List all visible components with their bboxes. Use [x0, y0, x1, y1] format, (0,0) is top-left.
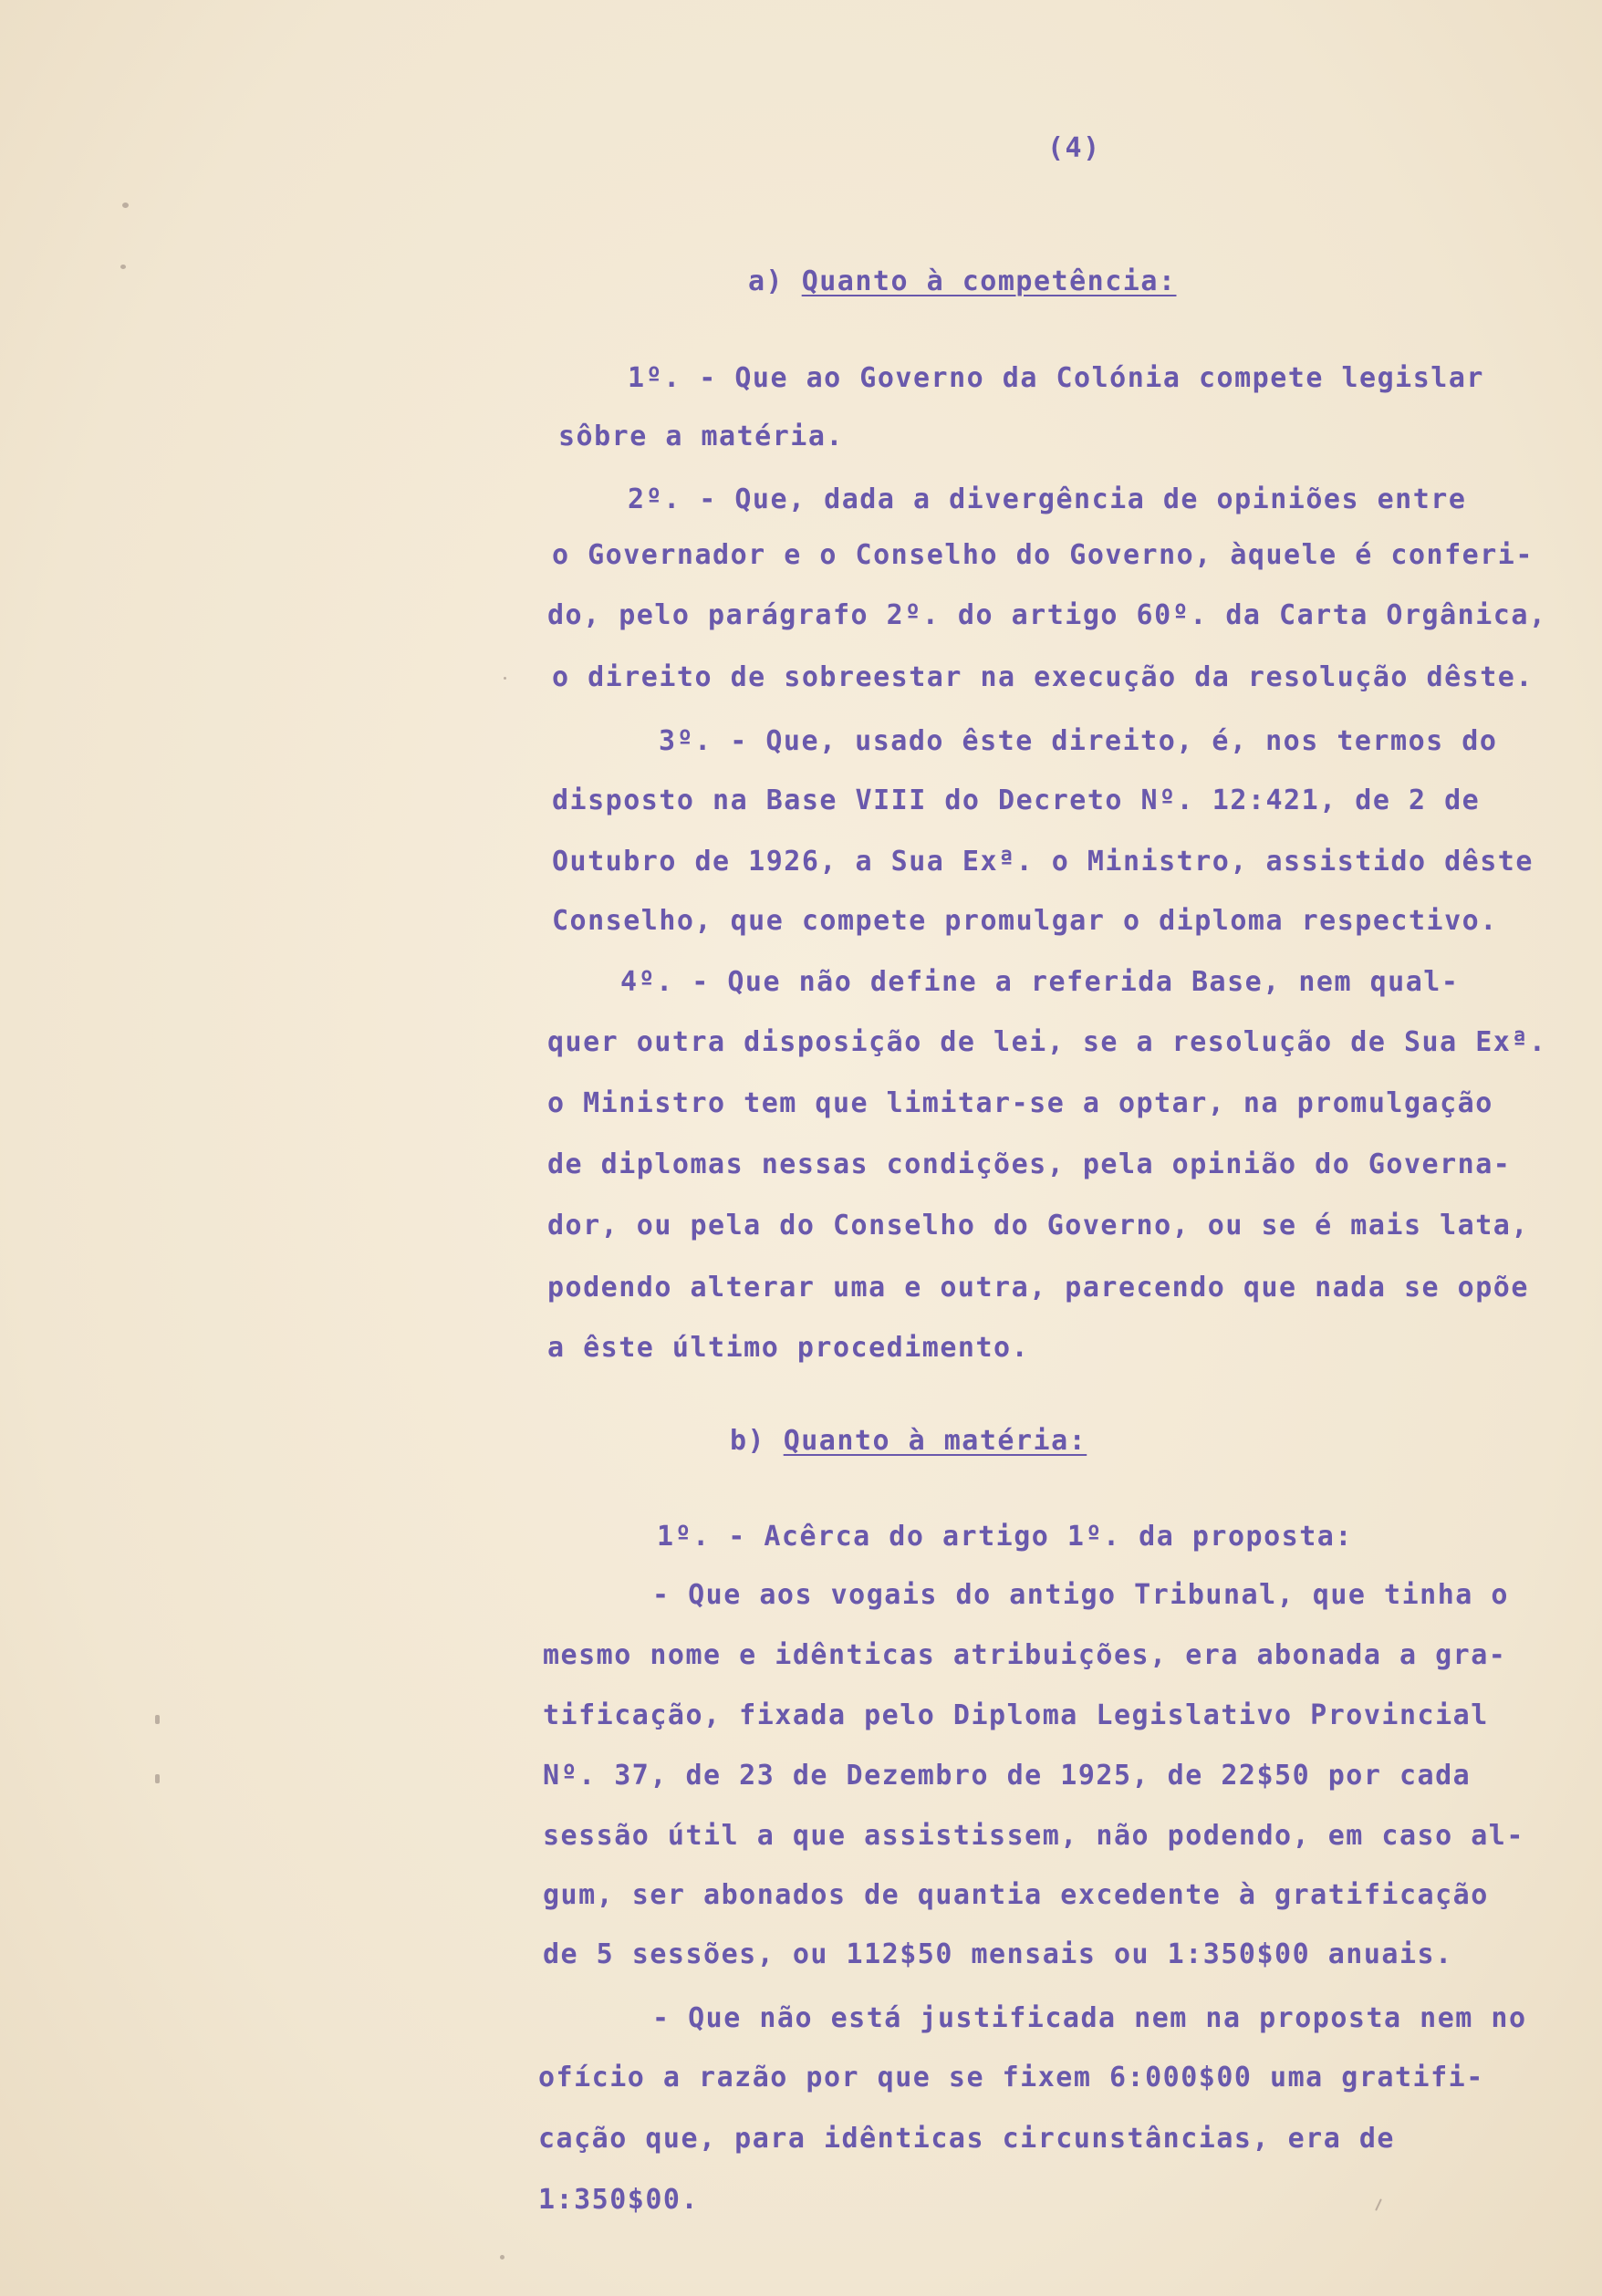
body-line: Nº. 37, de 23 de Dezembro de 1925, de 22$50 por cada [543, 1760, 1472, 1792]
body-line: 1:350$00. [538, 2184, 700, 2216]
paper-speck [1375, 2198, 1382, 2211]
paper-speck [500, 2255, 505, 2260]
body-line: - Que aos vogais do antigo Tribunal, que tinha o [652, 1579, 1509, 1611]
paper-speck [155, 1774, 160, 1783]
section-a-letter: a) [748, 265, 785, 297]
section-b-letter: b) [730, 1425, 766, 1457]
body-line: 3º. - Que, usado êste direito, é, nos termos do [659, 725, 1498, 757]
body-line: de 5 sessões, ou 112$50 mensais ou 1:350$00 anuais. [543, 1938, 1453, 1970]
body-line: dor, ou pela do Conselho do Governo, ou se é mais lata, [547, 1210, 1529, 1242]
section-b-heading [730, 1425, 1087, 1457]
body-line: gum, ser abonados de quantia excedente à gratificação [543, 1879, 1489, 1911]
body-line: sessão útil a que assistissem, não podendo, em caso al- [543, 1820, 1524, 1852]
section-a-title: Quanto à competência: [801, 265, 1177, 297]
body-line: de diplomas nessas condições, pela opinião do Governa- [547, 1148, 1512, 1180]
paper-speck [155, 1715, 160, 1724]
paper-speck [120, 265, 126, 269]
body-line: ofício a razão por que se fixem 6:000$00 uma gratifi- [538, 2062, 1484, 2093]
body-line: a êste último procedimento. [547, 1332, 1030, 1364]
body-line: 4º. - Que não define a referida Base, nem qual- [620, 966, 1460, 998]
body-line: 1º. - Que ao Governo da Colónia compete legislar [628, 362, 1484, 394]
body-line: - Que não está justificada nem na proposta nem no [652, 2002, 1527, 2034]
body-line: sôbre a matéria. [558, 421, 844, 452]
body-line: do, pelo parágrafo 2º. do artigo 60º. da Carta Orgânica, [547, 599, 1547, 631]
body-line: Conselho, que compete promulgar o diploma respectivo. [552, 905, 1498, 937]
section-a-heading [748, 265, 1177, 297]
body-line: Outubro de 1926, a Sua Exª. o Ministro, assistido dêste [552, 846, 1534, 878]
body-line: 2º. - Que, dada a divergência de opiniões entre [628, 483, 1467, 515]
body-line: quer outra disposição de lei, se a resolução de Sua Exª. [547, 1026, 1547, 1058]
section-b-title: Quanto à matéria: [783, 1425, 1087, 1457]
paper-speck [504, 677, 506, 680]
body-line: o Ministro tem que limitar-se a optar, na promulgação [547, 1087, 1493, 1119]
body-line: o direito de sobreestar na execução da resolução dêste. [552, 661, 1534, 693]
page-number: (4) [1047, 132, 1101, 164]
body-line: mesmo nome e idênticas atribuições, era abonada a gra- [543, 1639, 1507, 1671]
body-line: disposto na Base VIII do Decreto Nº. 12:421, de 2 de [552, 784, 1481, 816]
body-line: podendo alterar uma e outra, parecendo que nada se opõe [547, 1272, 1529, 1304]
body-line: cação que, para idênticas circunstâncias, era de [538, 2123, 1395, 2155]
body-line: tificação, fixada pelo Diploma Legislativo Provincial [543, 1699, 1489, 1731]
body-line: o Governador e o Conselho do Governo, àquele é conferi- [552, 539, 1534, 571]
body-line: 1º. - Acêrca do artigo 1º. da proposta: [657, 1521, 1353, 1553]
paper-speck [122, 203, 129, 208]
